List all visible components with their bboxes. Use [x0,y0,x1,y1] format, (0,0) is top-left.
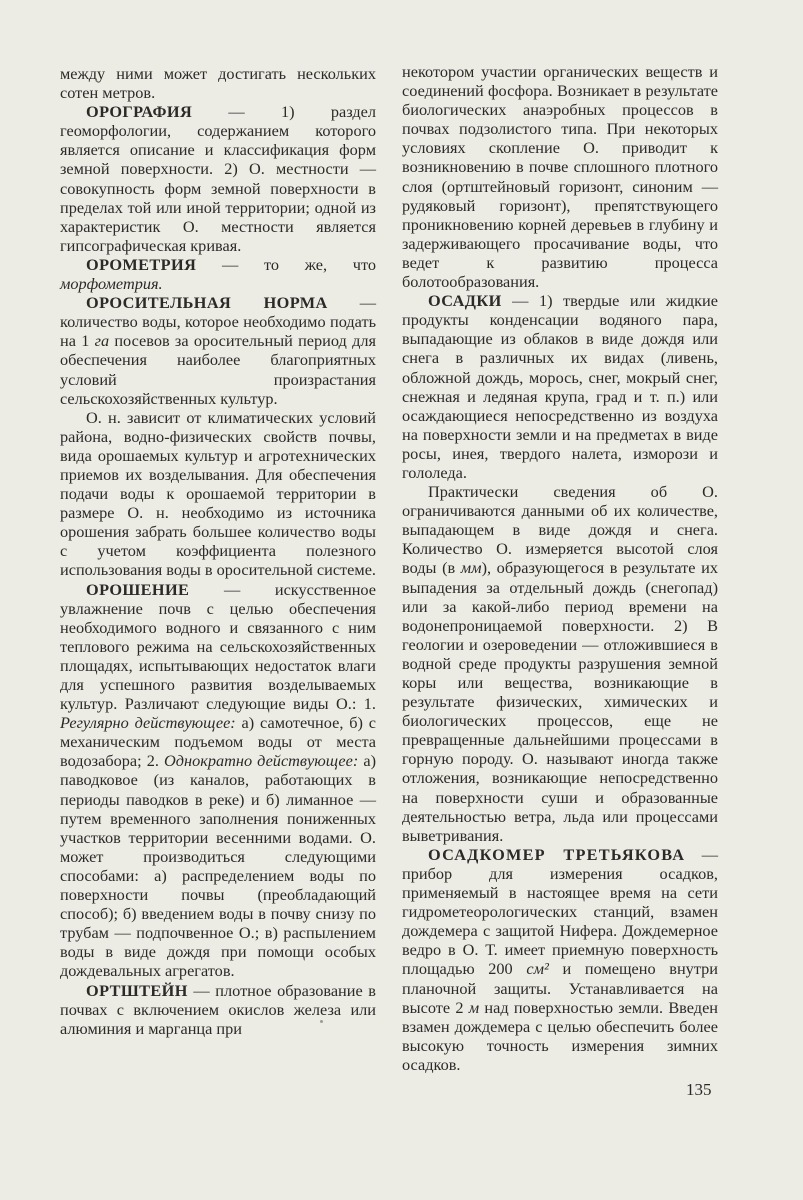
definition-cont: над поверхностью земли. Введен взамен дождемера с целью обеспечить более высокую точность измерения зимних осадков. [402,997,719,1074]
definition-cont: а) паводковое (из каналов, работающих в периоды паводков в реке) и б) лиманное — путем временного заполнения пониженных участков территории весенними водами. О. может производиться следующими способами: а) распределением воды по поверхности почвы (преобладающий способ); б) введением воды в почву снизу по трубам — подпочвенное О.; в) распылением воды в виде дождя при помощи особых дождевальных агрегатов. [60,751,376,981]
paragraph [402,482,718,845]
definition: — то же, что [196,254,376,274]
entry-orositelnaya-norma [60,293,376,408]
page-number: 135 [686,1080,712,1099]
definition: — 1) твердые или жидкие продукты конденсации водяного пара, выпадающие из облаков в виде дождя или снега в различных их видах (ливень, обложной дождь, морось, снег, мокрый снег, снежная и ледяная крупа, град и т. п.) или осаждающиеся непосредственно из воздуха на поверхности земли и на предметах в виде росы, инея, твердого налета, изморози и гололеда. [402,291,718,482]
continuation-text: между ними может достигать нескольких сотен метров. [60,64,376,103]
definition: — искусственное увлажнение почв с целью обеспечения необходимого водного и связанного с ним теплового режима на сельскохозяйственных площадях, испытывающих недостаток влаги для успешного развития возделываемых культур. Различают следующие виды О.: 1. [60,579,376,714]
headword: ОРОГРАФИЯ [86,102,193,122]
headword: ОРОСИТЕЛЬНАЯ НОРМА [86,293,328,313]
unit: мм [460,558,482,578]
left-column [60,64,376,1038]
cross-reference: морфометрия. [60,274,163,294]
definition: — плотное образование в почвах с включением окислов железа или алюминия и марганца при [60,980,376,1038]
print-speck [320,1020,323,1023]
continuation-text: некотором участии органических веществ и соединений фосфора. Возникает в результате биологических анаэробных процессов в почвах подзолистого типа. При некоторых условиях скопление О. приводит к возникновению в почве сплошного плотного слоя (ортштейновый горизонт, синоним — рудяковый горизонт), препятствующего проникновению корней деревьев в глубину и задерживающего просачивание воды, что ведет к развитию процесса болотообразования. [402,62,718,292]
headword: ОРТШТЕЙН [86,980,188,1000]
definition-cont: посевов за оросительный период для обеспечения наиболее благоприятных условий произрастания сельскохозяйственных культур. [60,331,376,408]
definition: — 1) раздел геоморфологии, содержанием которого является описание и классификация форм земной поверхности. 2) О. местности — совокупность форм земной поверхности в пределах той или иной территории; одной из характеристик О. местности является гипсографическая кривая. [60,102,376,255]
definition-cont: а) самотечное, б) с механическим подъемом воды от места водозабора; 2. [60,713,376,771]
definition-cont: Практически сведения об О. ограничиваются данными об их количестве, выпадающем в виде дождя и снега. Количество О. измеряется высотой слоя воды (в [402,482,718,578]
entry-oroshenie [60,580,376,981]
paragraph: О. н. зависит от климатических условий района, водно-физических свойств почвы, вида орошаемых культур и агротехнических приемов их возделывания. Для обеспечения подачи воды к орошаемой территории в размере О. н. необходимо из источника орошения забрать большее количество воды с учетом коэффициента полезного использования воды в оросительной системе. [60,407,376,580]
unit: га [94,331,110,351]
headword: ОРОМЕТРИЯ [86,254,197,274]
definition-cont: ), образующегося в результате их выпадения за отдельный дождь (снегопад) или за какой-либо период времени на водонепроницаемой поверхности. 2) В геологии и озероведении — отложившиеся в водной среде продукты разрушения земной коры или вещества, возникающие в результате физических, химических и биологических процессов, еще не превращенные дальнейшими процессами в горную породу. О. называют иногда также отложения, возникающие непосредственно на поверхности суши и образованные деятельностью ветра, льда или процессами выветривания. [402,558,718,845]
type-label: Регулярно действующее: [60,713,236,733]
entry-orografiya [60,102,376,255]
headword: ОСАДКИ [428,291,502,311]
entry-osadkomer [402,845,718,1074]
right-column [402,62,718,1074]
headword: ОРОШЕНИЕ [86,579,190,599]
unit: см² [526,959,549,979]
entry-osadki [402,291,718,482]
type-label: Однократно действующее: [164,751,359,771]
entry-orometriya [60,255,376,293]
headword: ОСАДКОМЕР ТРЕТЬЯКОВА [428,844,686,864]
definition: — прибор для измерения осадков, применяемый в настоящее время на сети гидрометеорологических станций, взамен дождемера с защитой Нифера. Дождемерное ведро в О. Т. имеет приемную поверхность площадью 200 [402,844,718,979]
entry-ortshtein [60,981,376,1038]
definition: — количество воды, которое необходимо подать на 1 [60,293,376,351]
definition-cont: и помещено внутри планочной защиты. Устанавливается на высоте 2 [402,959,718,1017]
unit: м [468,997,480,1017]
